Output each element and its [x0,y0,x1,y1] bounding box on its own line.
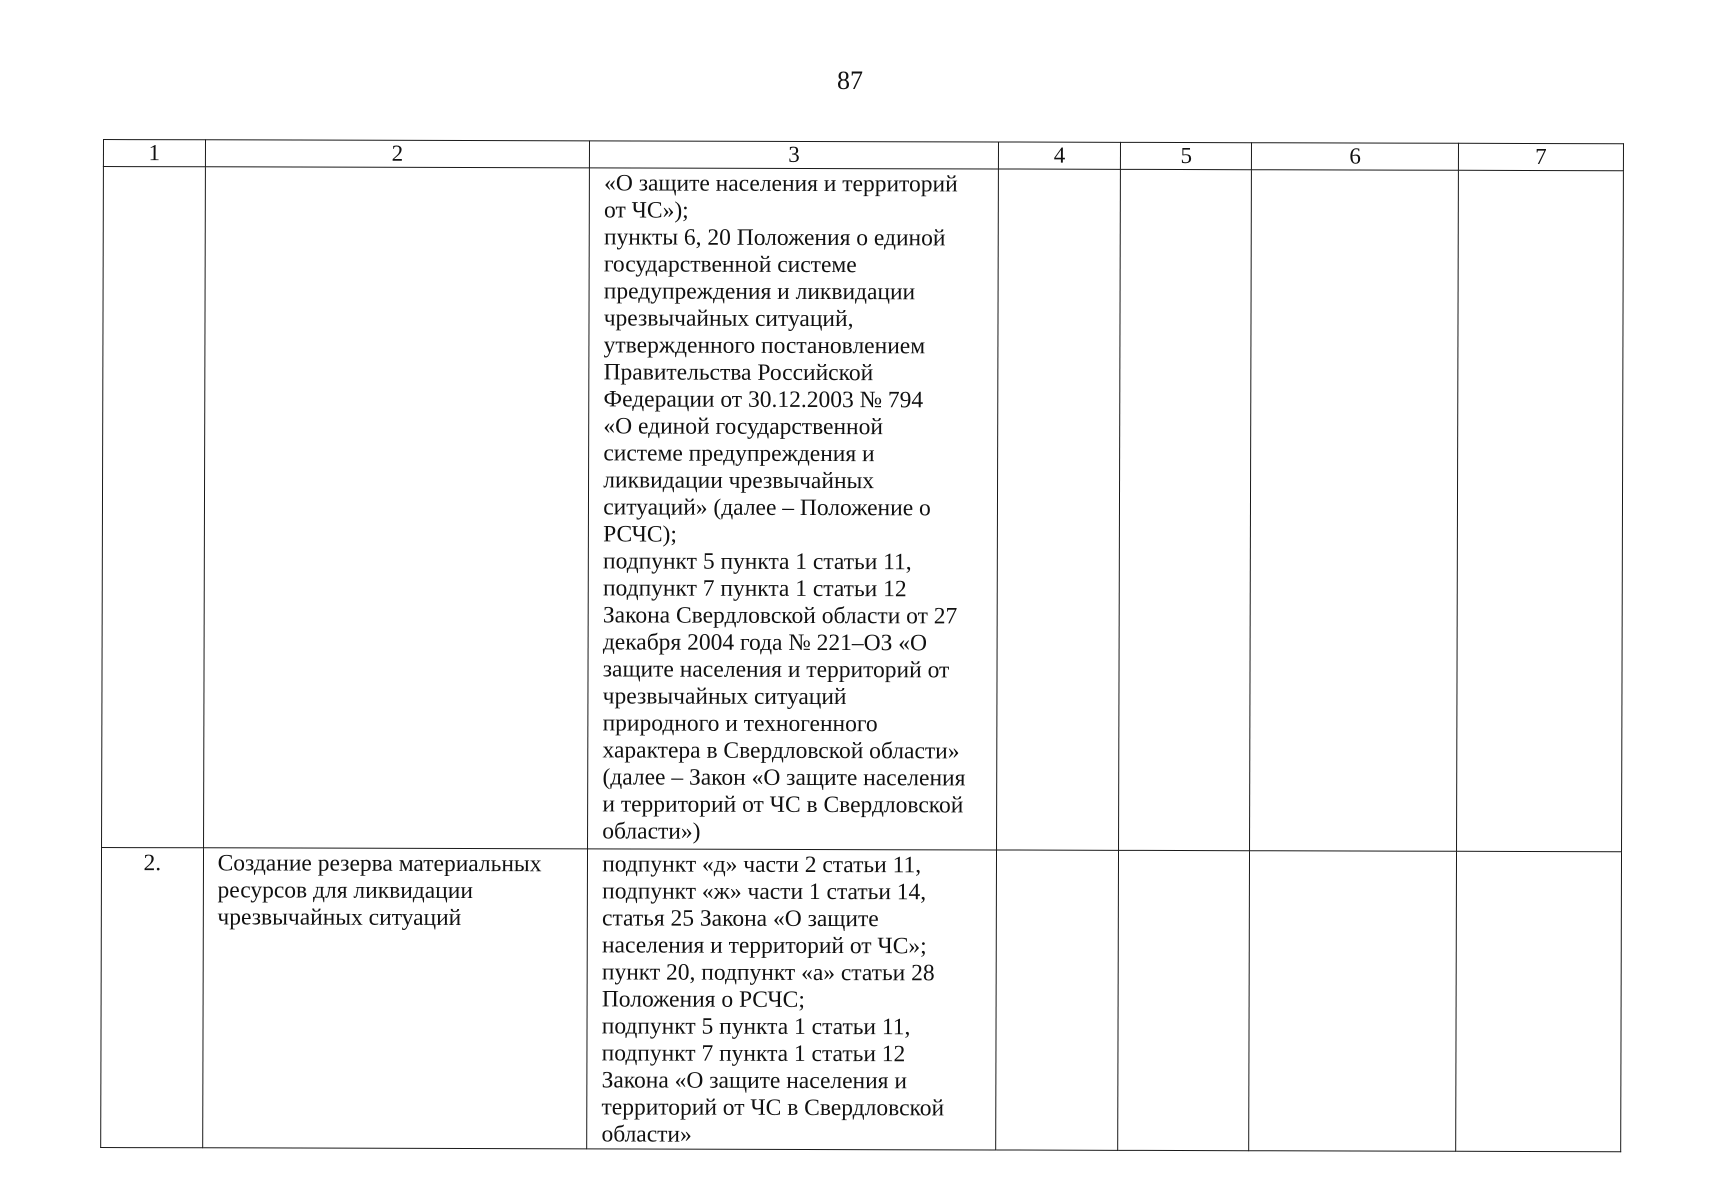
table-row [101,847,1622,1151]
col7-cell [1456,170,1623,851]
row-number-cell [102,167,206,848]
header-col-7: 7 [1458,143,1623,170]
col5-cell [1118,850,1250,1150]
header-col-4: 4 [998,142,1120,169]
col4-cell [996,850,1119,1150]
col5-cell [1119,169,1252,850]
col7-cell [1456,851,1622,1151]
col4-cell [996,169,1120,850]
header-row [103,140,1623,171]
row-number-cell: 2. [101,847,203,1147]
document-table [100,139,1624,1152]
header-col-3: 3 [590,141,999,169]
header-col-5: 5 [1121,142,1252,169]
measure-name-cell: Создание резерва материальных ресурсов для ликвидации чрезвычайных ситуаций [202,848,587,1149]
legal-basis-cell: подпункт «д» части 2 статьи 11, подпункт «ж» части 1 статьи 14, статья 25 Закона «О защите населения и территорий от ЧС»; пункт 20, подпункт «а» статьи 28 Положения о РСЧС; подпункт 5 пункта 1 статьи 11, подпункт 7 пункта 1 статьи 12 Закона «О защите населения и территорий от ЧС в Свердловской области» [587,849,997,1150]
table-row [102,167,1624,852]
legal-basis-cell: «О защите населения и территорий от ЧС»); пункты 6, 20 Положения о единой государственной системе предупреждения и ликвидации чрезвычайных ситуаций, утвержденного постановлением Правительства Российской Федерации от 30.12.2003 № 794 «О единой государственной системе предупреждения и ликвидации чрезвычайных ситуаций» (далее – Положение о РСЧС); подпункт 5 пункта 1 статьи 11, подпункт 7 пункта 1 статьи 12 Закона Свердловской области от 27 декабря 2004 года № 221–ОЗ «О защите населения и территорий от чрезвычайных ситуаций природного и техногенного характера в Свердловской области» (далее – Закон «О защите населения и территорий от ЧС в Свердловской области») [588,168,999,850]
page-number: 87 [837,66,863,95]
header-col-6: 6 [1252,143,1459,171]
header-col-2: 2 [205,140,590,168]
measure-name-cell [203,167,590,849]
header-col-1: 1 [103,140,205,167]
col6-cell [1250,170,1458,852]
col6-cell [1249,851,1456,1152]
